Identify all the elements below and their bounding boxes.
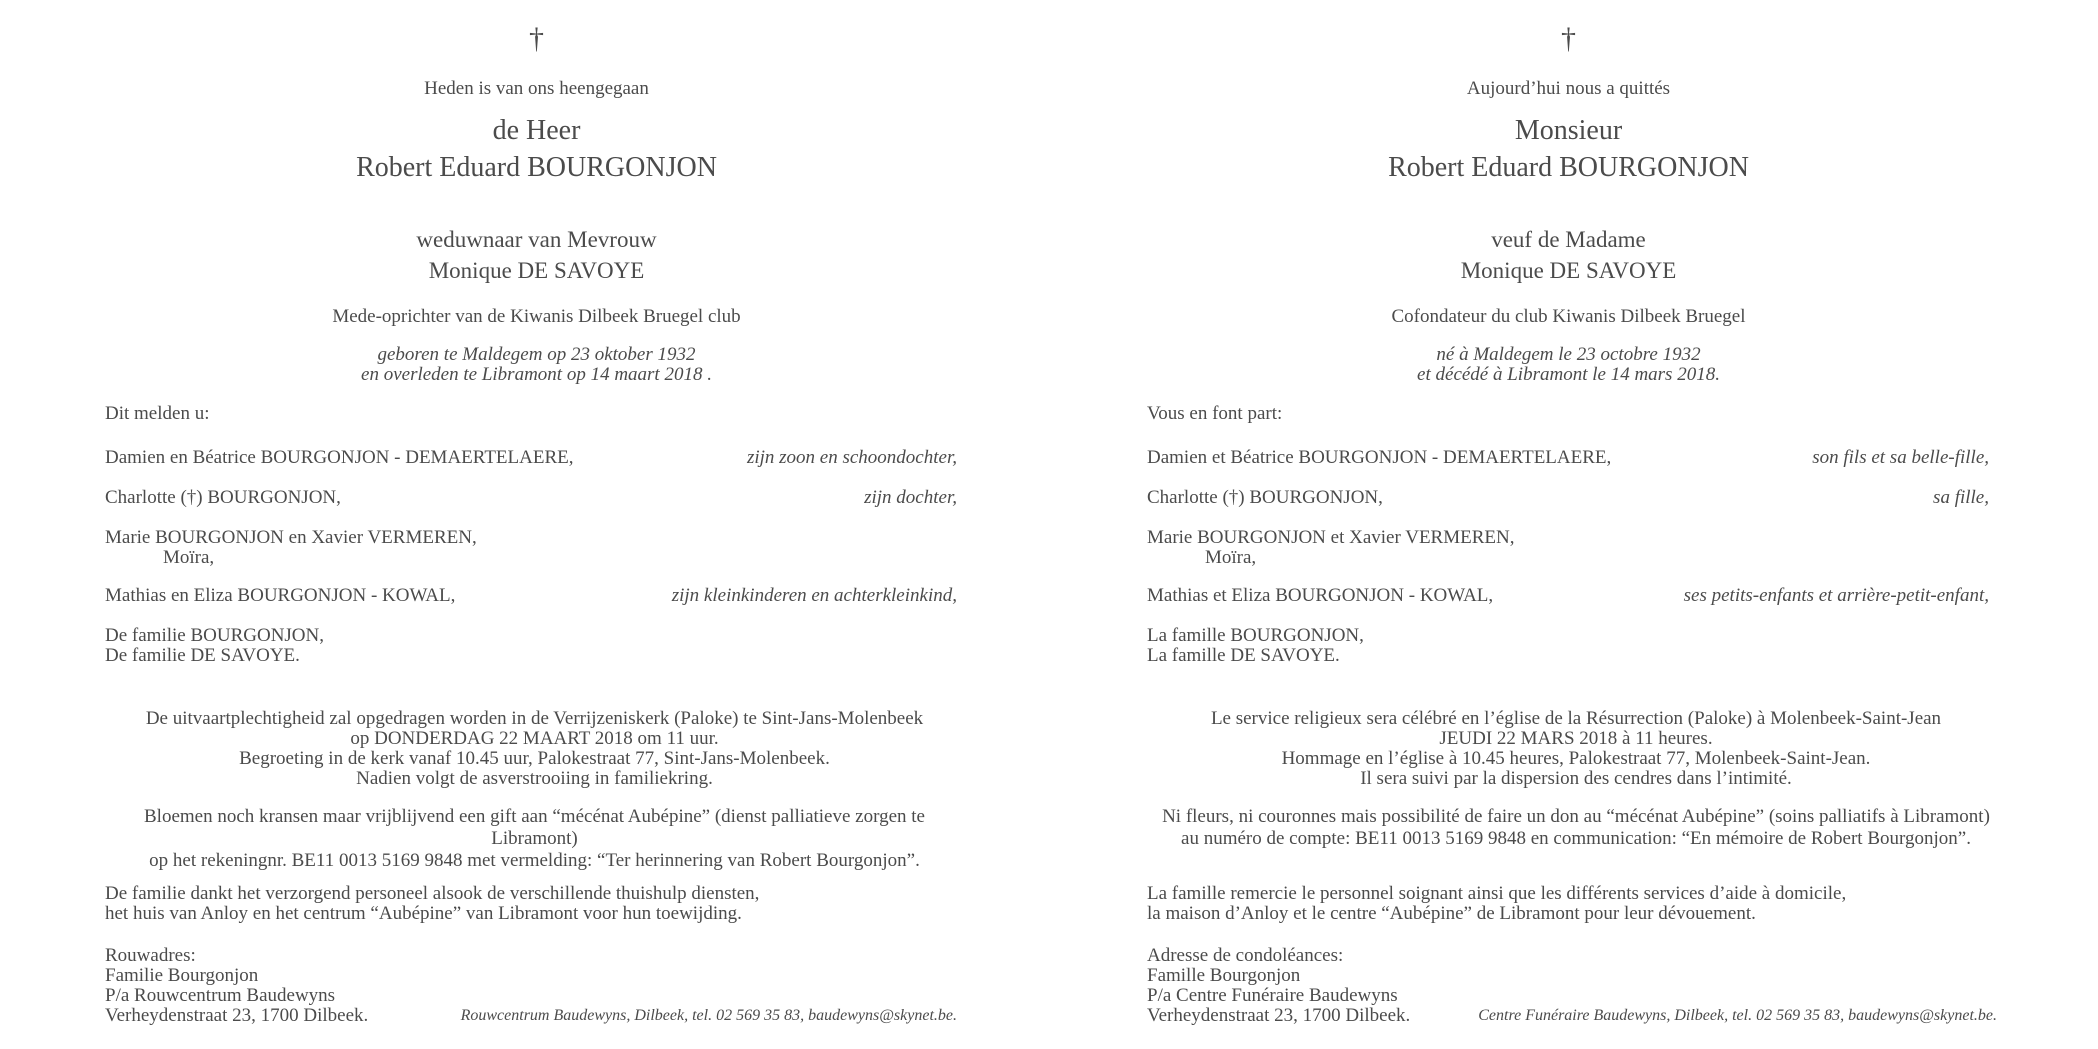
family-member-line: Marie BOURGONJON et Xavier VERMEREN, — [1147, 527, 1515, 548]
donation-line: Ni fleurs, ni couronnes mais possibilité de faire un don au “mécénat Aubépine” (soins palliatifs à Libramont) — [1162, 806, 1990, 827]
family-member-name: Charlotte (†) BOURGONJON, — [1147, 487, 1383, 508]
family-relation: zijn dochter, — [864, 487, 957, 508]
spouse-name: Monique DE SAVOYE — [428, 258, 645, 283]
deceased-title: Monsieur — [1514, 115, 1623, 146]
donation-line: Bloemen noch kransen maar vrijblijvend een gift aan “mécénat Aubépine” (dienst palliatieve zorgen te Libramont) — [144, 806, 925, 849]
family-member-line: Marie BOURGONJON en Xavier VERMEREN, — [105, 527, 477, 548]
address-line: Verheydenstraat 23, 1700 Dilbeek. — [105, 1005, 369, 1026]
intro-line: Aujourd’hui nous a quittés — [1466, 78, 1671, 99]
birth-line: né à Maldegem le 23 octobre 1932 — [1436, 344, 1701, 365]
address-line: Verheydenstraat 23, 1700 Dilbeek. — [1147, 1005, 1411, 1026]
deceased-title: de Heer — [492, 115, 581, 146]
cross-icon: † — [529, 22, 544, 55]
family-relation: zijn kleinkinderen en achterkleinkind, — [671, 585, 957, 606]
ceremony-block — [108, 709, 961, 789]
family-member-name: Charlotte (†) BOURGONJON, — [105, 487, 341, 508]
family-row — [1147, 488, 1989, 508]
ceremony-line: Nadien volgt de asverstrooiing in familiekring. — [356, 768, 713, 789]
family-member-name — [105, 626, 324, 666]
family-member-name: Mathias et Eliza BOURGONJON - KOWAL, — [1147, 585, 1494, 606]
family-member-name: Damien et Béatrice BOURGONJON - DEMAERTELAERE, — [1147, 447, 1612, 468]
panel-french — [1049, 0, 2098, 1049]
donation-line: op het rekeningnr. BE11 0013 5169 9848 met vermelding: “Ter herinnering van Robert Bourgonjon”. — [149, 850, 920, 871]
deceased-title-name — [112, 112, 961, 186]
address-line: Familie Bourgonjon — [105, 965, 259, 986]
widower-block — [1147, 224, 1990, 286]
family-member-name — [1147, 528, 1514, 568]
family-row — [105, 626, 957, 666]
birth-line: geboren te Maldegem op 23 oktober 1932 — [377, 344, 696, 365]
widower-block — [112, 224, 961, 286]
ceremony-line: op DONDERDAG 22 MAART 2018 om 11 uur. — [350, 728, 719, 749]
address-label: Rouwadres: — [105, 945, 196, 966]
birth-death-dates — [1147, 345, 1990, 385]
family-member-child: Moïra, — [1205, 547, 1257, 568]
thanks-line: De familie dankt het verzorgend personeel alsook de verschillende thuishulp diensten, — [105, 883, 760, 904]
thanks-block — [105, 884, 759, 924]
announce-line: Dit melden u: — [105, 403, 210, 424]
ceremony-line: De uitvaartplechtigheid zal opgedragen worden in de Verrijzeniskerk (Paloke) te Sint-Jans-Molenbeek — [145, 708, 924, 729]
ceremony-line: Begroeting in de kerk vanaf 10.45 uur, Palokestraat 77, Sint-Jans-Molenbeek. — [239, 748, 830, 769]
family-row — [105, 488, 957, 508]
family-line: La famille BOURGONJON, — [1147, 625, 1364, 646]
widower-line: veuf de Madame — [1491, 227, 1646, 252]
ceremony-block — [1149, 709, 2003, 789]
family-member-name — [1147, 626, 1364, 666]
club-line: Cofondateur du club Kiwanis Dilbeek Bruegel — [1391, 306, 1746, 327]
family-line: De familie DE SAVOYE. — [105, 645, 300, 666]
family-member-name — [105, 528, 477, 568]
address-line: Famille Bourgonjon — [1147, 965, 1301, 986]
birth-death-dates — [112, 345, 961, 385]
thanks-block — [1147, 884, 1846, 924]
club-line: Mede-oprichter van de Kiwanis Dilbeek Bruegel club — [332, 306, 741, 327]
family-relation: ses petits-enfants et arrière-petit-enfant, — [1683, 585, 1989, 606]
ceremony-line: JEUDI 22 MARS 2018 à 11 heures. — [1439, 728, 1713, 749]
family-row — [105, 448, 957, 468]
donation-line: au numéro de compte: BE11 0013 5169 9848 en communication: “En mémoire de Robert Bourgonjon”. — [1181, 828, 1971, 849]
family-relation: zijn zoon en schoondochter, — [746, 447, 957, 468]
family-relation: son fils et sa belle-fille, — [1812, 447, 1989, 468]
family-member-child: Moïra, — [163, 547, 215, 568]
death-line: et décédé à Libramont le 14 mars 2018. — [1417, 364, 1720, 385]
family-row — [1147, 586, 1989, 606]
deceased-name: Robert Eduard BOURGONJON — [356, 152, 717, 183]
family-member-name: Damien en Béatrice BOURGONJON - DEMAERTELAERE, — [105, 447, 574, 468]
ceremony-line: Le service religieux sera célébré en l’église de la Résurrection (Paloke) à Molenbeek-Saint-Jean — [1210, 708, 1942, 729]
family-line: La famille DE SAVOYE. — [1147, 645, 1340, 666]
family-relation: sa fille, — [1933, 487, 1989, 508]
funeral-home-footer: Centre Funéraire Baudewyns, Dilbeek, tel. 02 569 35 83, baudewyns@skynet.be. — [1478, 1007, 1997, 1024]
family-line: De familie BOURGONJON, — [105, 625, 325, 646]
thanks-line: la maison d’Anloy et le centre “Aubépine” de Libramont pour leur dévouement. — [1147, 903, 1756, 924]
intro-line: Heden is van ons heengegaan — [424, 78, 649, 99]
family-row — [105, 586, 957, 606]
condolence-address-block — [1147, 946, 1410, 1026]
family-row — [105, 528, 957, 568]
spouse-name: Monique DE SAVOYE — [1460, 258, 1677, 283]
family-row — [1147, 448, 1989, 468]
address-line: P/a Centre Funéraire Baudewyns — [1147, 985, 1398, 1006]
deceased-title-name — [1147, 112, 1990, 186]
widower-line: weduwnaar van Mevrouw — [416, 227, 657, 252]
family-member-name: Mathias en Eliza BOURGONJON - KOWAL, — [105, 585, 456, 606]
family-row — [1147, 528, 1989, 568]
ceremony-line: Il sera suivi par la dispersion des cendres dans l’intimité. — [1360, 768, 1792, 789]
family-row — [1147, 626, 1989, 666]
funeral-home-footer: Rouwcentrum Baudewyns, Dilbeek, tel. 02 569 35 83, baudewyns@skynet.be. — [460, 1007, 957, 1024]
address-label: Adresse de condoléances: — [1147, 945, 1344, 966]
address-line: P/a Rouwcentrum Baudewyns — [105, 985, 336, 1006]
deceased-name: Robert Eduard BOURGONJON — [1388, 152, 1749, 183]
death-line: en overleden te Libramont op 14 maart 2018 . — [361, 364, 712, 385]
thanks-line: het huis van Anloy en het centrum “Aubépine” van Libramont voor hun toewijding. — [105, 903, 742, 924]
announce-line: Vous en font part: — [1147, 403, 1283, 424]
mourning-address-block — [105, 946, 368, 1026]
donation-block — [108, 806, 961, 872]
cross-icon: † — [1561, 22, 1576, 55]
ceremony-line: Hommage en l’église à 10.45 heures, Palokestraat 77, Molenbeek-Saint-Jean. — [1281, 748, 1871, 769]
donation-block — [1149, 806, 2003, 850]
thanks-line: La famille remercie le personnel soignant ainsi que les différents services d’aide à domicile, — [1147, 883, 1847, 904]
